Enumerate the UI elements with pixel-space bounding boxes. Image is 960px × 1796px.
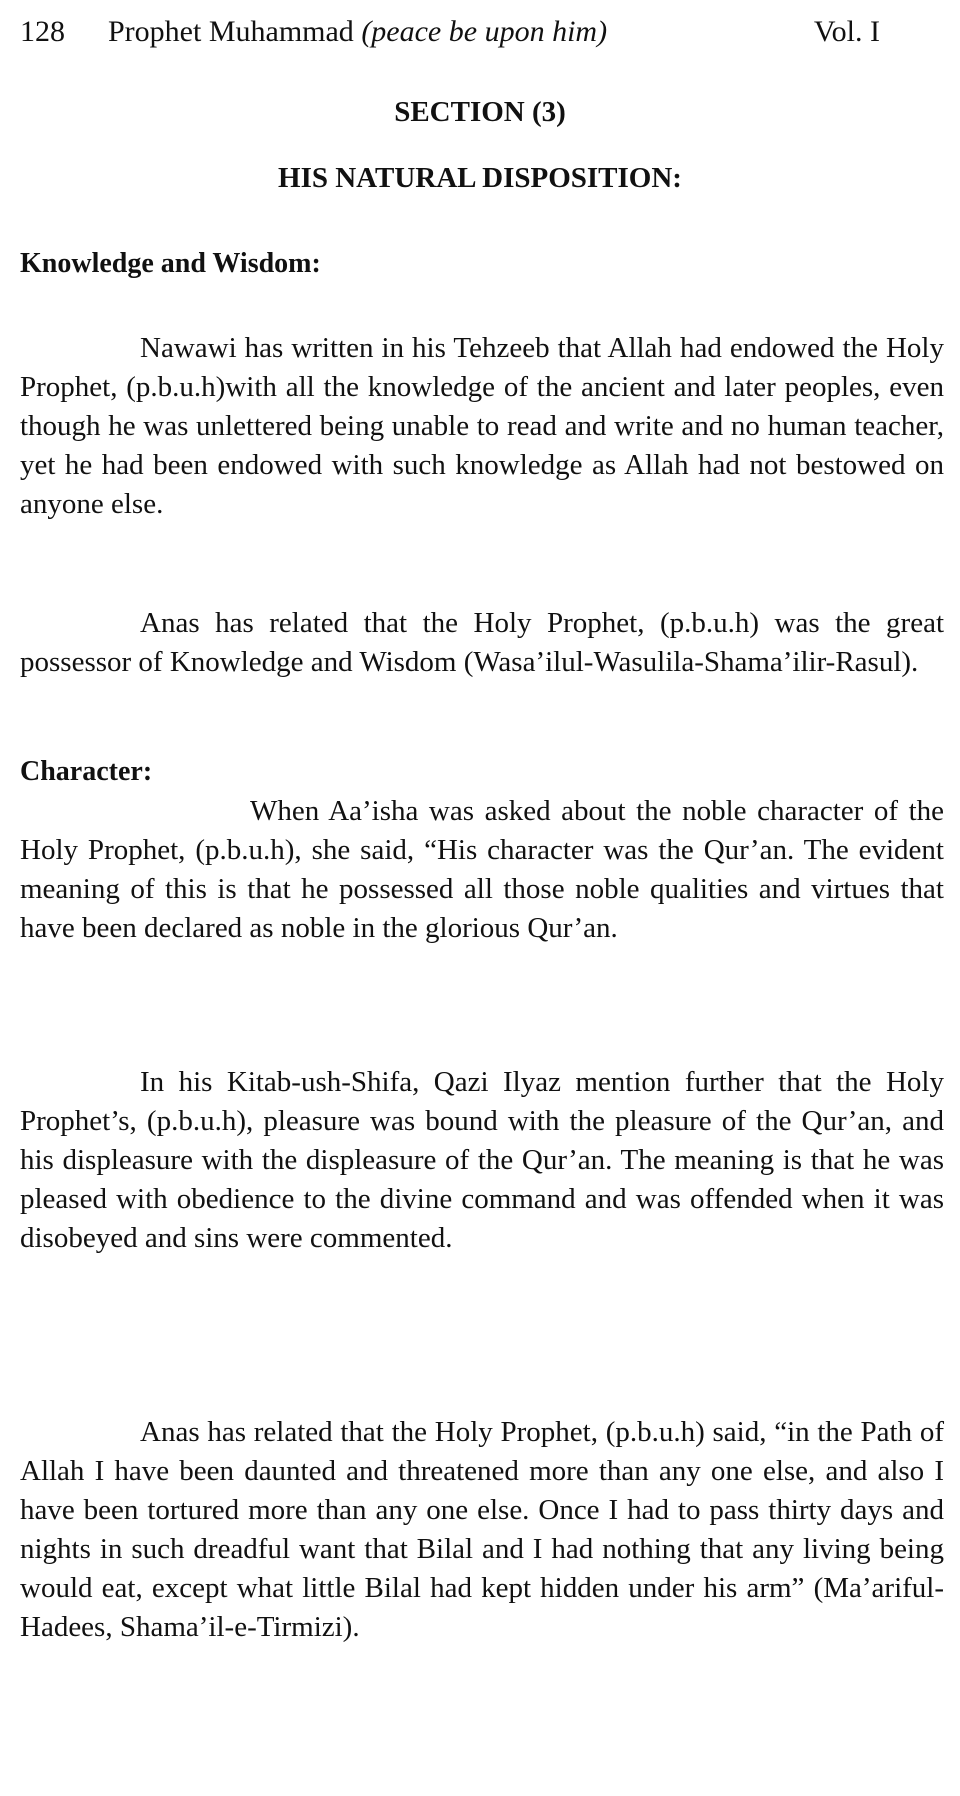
paragraph-knowledge-1: Nawawi has written in his Tehzeeb that Allah had endowed the Holy Prophet, (p.b.u.h)with all the knowledge of the ancient and later peoples, even though he was unlettered being unable to read and write and no human teacher, yet he had been endowed with such knowledge as Allah had not bestowed on anyone else. [20,332,944,520]
book-title [108,10,607,54]
volume-label: Vol. I [813,15,880,48]
paragraph-character-2: In his Kitab-ush-Shifa, Qazi Ilyaz mention further that the Holy Prophet’s, (p.b.u.h), pleasure was bound with the pleasure of the Qur’an, and his displeasure with the displeasure of the Qur’an. The meaning is that he was pleased with obedience to the divine command and was offended when it was disobeyed and sins were commented. [20,1066,944,1254]
paragraph-character-1: When Aa’isha was asked about the noble character of the Holy Prophet, (p.b.u.h), she said, “His character was the Qur’an. The evident meaning of this is that he possessed all those noble qualities and virtues that have been declared as noble in the glorious Qur’an. [20,795,944,944]
page-number: 128 [20,15,65,48]
running-header [20,10,880,54]
book-title-qualifier: (peace be upon him) [361,15,608,48]
section-number-heading: SECTION (3) [394,96,566,128]
subsection-heading-knowledge: Knowledge and Wisdom: [20,248,321,279]
paragraph-character-3: Anas has related that the Holy Prophet, (p.b.u.h) said, “in the Path of Allah I have been daunted and threatened more than any one else, and also I have been tortured more than any one else. Once I had to pass thirty days and nights in such dreadful want that Bilal and I had nothing that any living being would eat, except what little Bilal had kept hidden under his arm” (Ma’ariful-Hadees, Shama’il-e-Tirmizi). [20,1416,944,1643]
paragraph-knowledge-2: Anas has related that the Holy Prophet, (p.b.u.h) was the great possessor of Knowledge and Wisdom (Wasa’ilul-Wasulila-Shama’ilir-Rasul). [20,607,944,678]
subsection-heading-character: Character: [20,756,153,787]
book-title-main: Prophet Muhammad [108,15,354,48]
section-title-heading: HIS NATURAL DISPOSITION: [278,162,682,194]
